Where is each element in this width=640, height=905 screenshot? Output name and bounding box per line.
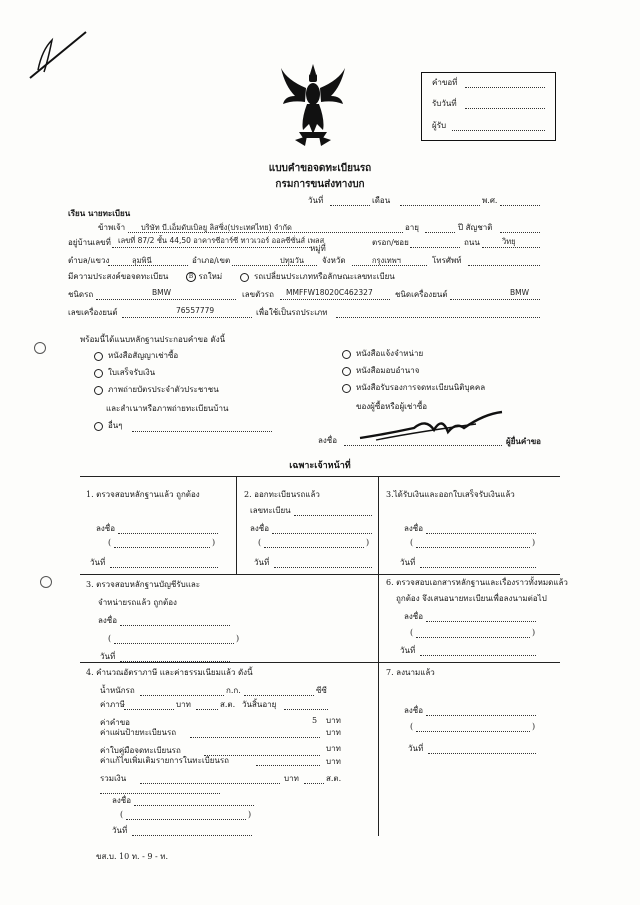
department-title: กรมการขนส่งทางบก (275, 179, 365, 190)
punch-hole-icon (34, 342, 46, 354)
doc-option[interactable] (342, 366, 419, 376)
doc-option[interactable] (342, 383, 485, 393)
book-fee-label: ค่าใบคู่มือจดทะเบียนรถ (100, 746, 181, 755)
form-code: ขส.บ. 10 ท. - 9 - ท. (96, 852, 169, 861)
paren-open: ( (258, 538, 262, 547)
kg-label: ก.ก. (226, 686, 241, 695)
road-label: ถนน (464, 238, 480, 247)
request-fee-amount: 5 (312, 716, 318, 725)
address-label: อยู่บ้านเลขที่ (68, 238, 111, 247)
applicant-label: ข้าพเจ้า (98, 223, 126, 232)
engine-no-label: เลขเครื่องยนต์ (68, 308, 118, 317)
request-no-label: คำขอที่ (432, 78, 458, 87)
signature-label: ลงชื่อ (318, 436, 338, 445)
doc-option[interactable] (94, 385, 219, 395)
baht-label: บาท (284, 774, 299, 783)
doc-option[interactable] (94, 351, 178, 361)
satang-label: ส.ต. (220, 700, 236, 709)
baht-label: บาท (326, 716, 341, 725)
box5-sign-label: ลงชื่อ (404, 612, 424, 621)
vehicle-type-value: BMW (152, 288, 172, 297)
satang-label: ส.ต. (326, 774, 342, 783)
request-fee-label: ค่าคำขอ (100, 718, 130, 727)
paren-close: ) (366, 538, 370, 547)
box5-title: 6. ตรวจสอบเอกสารหลักฐานและเรื่องราวทั้งหมดแล้ว (386, 578, 568, 587)
radio-icon (342, 367, 351, 376)
receiver-label: ผู้รับ (432, 121, 447, 130)
phone-label: โทรศัพท์ (432, 256, 462, 265)
doc-label: หนังสือมอบอำนาจ (356, 366, 420, 375)
box4-sub: จำหน่ายรถแล้ว ถูกต้อง (98, 598, 177, 607)
vehicle-type-label: ชนิดรถ (68, 290, 94, 299)
weight-label: น้ำหนักรถ (100, 686, 135, 695)
baht-label: บาท (326, 728, 341, 737)
doc-label: ใบเสร็จรับเงิน (108, 368, 156, 377)
received-date-label: รับวันที่ (432, 99, 457, 108)
baht-label: บาท (326, 744, 341, 753)
total-label: รวมเงิน (100, 774, 127, 783)
radio-icon (94, 386, 103, 395)
box6-title: 4. คำนวณอัตราภาษี และค่าธรรมเนียมแล้ว ดังนี้ (86, 668, 253, 677)
paren-close: ) (532, 628, 536, 637)
moo-label: หมู่ที่ (310, 244, 326, 253)
road-value: วิทยุ (502, 237, 516, 246)
vehicle-use-label: เพื่อใช้เป็นรถประเภท (256, 308, 328, 317)
plate-fee-label: ค่าแผ่นป้ายทะเบียนรถ (100, 728, 177, 737)
box4-sign-label: ลงชื่อ (98, 616, 118, 625)
box5-date-label: วันที่ (400, 646, 416, 655)
officer-heading: เฉพาะเจ้าหน้าที่ (289, 461, 351, 471)
paren-close: ) (248, 810, 252, 819)
baht-label: บาท (176, 700, 191, 709)
engine-make-value: BMW (510, 288, 530, 297)
radio-icon (342, 384, 351, 393)
doc-label: ภาพถ่ายบัตรประจำตัวประชาชน (108, 385, 219, 394)
chassis-value: MMFFW18020C462327 (286, 288, 373, 297)
selected-radio-icon: B (186, 272, 196, 282)
doc-label: อื่นๆ (108, 421, 123, 430)
box3-title: 3.ได้รับเงินและออกใบเสร็จรับเงินแล้ว (386, 490, 515, 499)
address-value: เลขที่ 87/2 ชั้น 44,50 อาคารซีอาร์ซี ทาวเวอร์ ออลซีซั่นส์ เพลส (118, 236, 325, 245)
doc-option[interactable] (342, 349, 423, 359)
box3-date-label: วันที่ (400, 558, 416, 567)
expire-label: วันสิ้นอายุ (242, 700, 277, 709)
paren-open: ( (108, 538, 112, 547)
radio-icon (240, 273, 249, 282)
date-month-label: เดือน (372, 196, 391, 205)
doc-extra-left: และสำเนาหรือภาพถ่ายทะเบียนบ้าน (106, 404, 229, 413)
box5-sub: ถูกต้อง จึงเสนอนายทะเบียนเพื่อลงนามต่อไป (396, 594, 547, 603)
paren-close: ) (532, 538, 536, 547)
district-value: ปทุมวัน (280, 256, 304, 265)
box2-date-label: วันที่ (254, 558, 270, 567)
grid-line (80, 574, 560, 575)
paren-close: ) (212, 538, 216, 547)
cc-label: ซีซี (316, 686, 327, 695)
box7-sign-label: ลงชื่อ (404, 706, 424, 715)
purpose-label: มีความประสงค์ขอจดทะเบียน (68, 272, 169, 281)
province-label: จังหวัด (322, 256, 346, 265)
box4-title: 3. ตรวจสอบหลักฐานบัญชีรับและ (86, 580, 201, 589)
box2-sub: เลขทะเบียน (250, 506, 291, 515)
corner-mark-icon (28, 30, 88, 80)
doc-label: หนังสือแจ้งจำหน่าย (356, 349, 424, 358)
chassis-label: เลขตัวรถ (242, 290, 274, 299)
punch-hole-icon (40, 576, 52, 588)
engine-make-label: ชนิดเครื่องยนต์ (395, 290, 448, 299)
box2-title: 2. ออกทะเบียนรถแล้ว (244, 490, 320, 499)
tax-label: ค่าภาษี (100, 700, 125, 709)
change-label: รถเปลี่ยนประเภทหรือลักษณะเลขทะเบียน (254, 272, 395, 281)
grid-line (80, 476, 560, 477)
paren-open: ( (120, 810, 124, 819)
doc-option[interactable] (94, 421, 123, 431)
grid-line (236, 476, 237, 574)
box4-date-label: วันที่ (100, 652, 116, 661)
garuda-emblem (277, 60, 349, 150)
new-car-label: รถใหม่ (198, 272, 223, 281)
radio-icon (342, 350, 351, 359)
paren-open: ( (410, 538, 414, 547)
engine-no-value: 76557779 (176, 306, 215, 315)
subdistrict-label: ตำบล/แขวง (68, 256, 110, 265)
radio-icon (94, 369, 103, 378)
doc-label: หนังสือรับรองการจดทะเบียนนิติบุคคล (356, 383, 486, 392)
box3-sign-label: ลงชื่อ (404, 524, 424, 533)
doc-option[interactable] (94, 368, 155, 378)
box7-date-label: วันที่ (408, 744, 424, 753)
district-label: อำเภอ/เขต (192, 256, 231, 265)
date-year-label: พ.ศ. (482, 196, 498, 205)
applicant-name: บริษัท บี.เอ็มดับเบิลยู ลิสซิ่ง(ประเทศไทย) จำกัด (141, 223, 292, 232)
box6-date-label: วันที่ (112, 826, 128, 835)
box1-title: 1. ตรวจสอบหลักฐานแล้ว ถูกต้อง (86, 490, 200, 499)
paren-open: ( (410, 722, 414, 731)
paren-close: ) (236, 634, 240, 643)
paren-open: ( (108, 634, 112, 643)
box7-title: 7. ลงนามแล้ว (386, 668, 435, 677)
doc-extra-right: ของผู้ซื้อหรือผู้เช่าซื้อ (356, 402, 428, 411)
nationality-label: ปี สัญชาติ (458, 223, 493, 232)
signature-role: ผู้ยื่นคำขอ (506, 436, 541, 446)
grid-line (80, 662, 560, 663)
paren-close: ) (532, 722, 536, 731)
box6-sign-label: ลงชื่อ (112, 796, 132, 805)
subdistrict-value: ลุมพินี (132, 256, 152, 265)
date-day-label: วันที่ (308, 196, 324, 205)
radio-icon (94, 352, 103, 361)
new-car-option[interactable] (186, 272, 222, 282)
box1-date-label: วันที่ (90, 558, 106, 567)
doc-label: หนังสือสัญญาเช่าซื้อ (108, 351, 179, 360)
box2-sign-label: ลงชื่อ (250, 524, 270, 533)
documents-intro: พร้อมนี้ได้แนบหลักฐานประกอบคำขอ ดังนี้ (80, 335, 226, 344)
province-value: กรุงเทพฯ (372, 256, 401, 265)
baht-label: บาท (326, 757, 341, 766)
radio-icon (94, 422, 103, 431)
form-title: แบบคำขอจดทะเบียนรถ (268, 163, 372, 174)
soi-label: ตรอก/ซอย (372, 238, 409, 247)
amend-fee-label: ค่าแก้ไขเพิ่มเติมรายการในทะเบียนรถ (100, 756, 229, 765)
salutation: เรียน นายทะเบียน (68, 208, 131, 218)
paren-open: ( (410, 628, 414, 637)
box1-sign-label: ลงชื่อ (96, 524, 116, 533)
grid-line (378, 476, 379, 836)
change-option[interactable] (240, 272, 395, 282)
age-label: อายุ (405, 223, 419, 232)
